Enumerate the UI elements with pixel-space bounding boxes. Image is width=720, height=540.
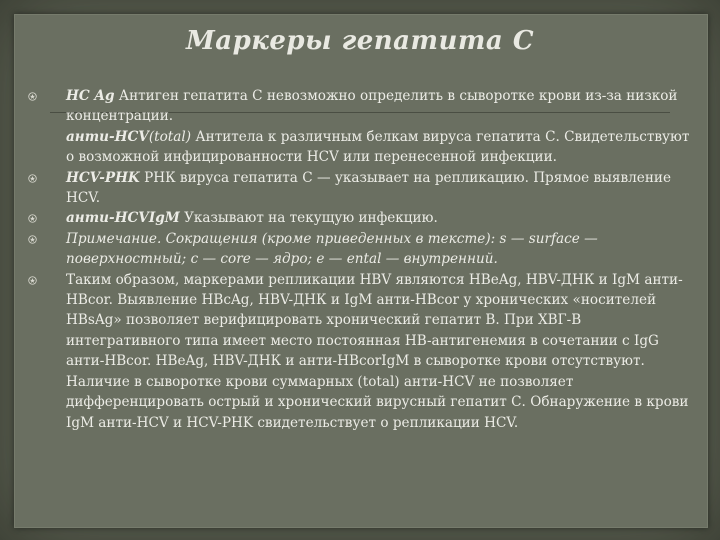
item-term: HC Ag: [66, 88, 115, 104]
circled-star-icon: [28, 92, 37, 101]
item-term: анти-HCVIgM: [66, 210, 180, 227]
item-term-suffix: (total): [148, 128, 192, 145]
item-term: анти-HCV: [66, 128, 149, 145]
circled-star-icon: [28, 276, 37, 285]
list-item: [28, 168, 692, 209]
note-text: Примечание. Сокращения (кроме приведенных в тексте): s — surface — поверхностный; с — core — ядро; е — ental — внутренний.: [66, 230, 598, 268]
circled-star-icon: [28, 214, 37, 223]
list-item-note: [28, 229, 692, 270]
circled-star-icon: [28, 174, 37, 183]
item-text: РНК вируса гепатита С — указывает на репликацию. Прямое выявление HCV.: [66, 169, 672, 207]
list-item: [28, 86, 692, 168]
slide-title: Маркеры гепатита С: [185, 26, 535, 56]
list-item: [28, 208, 692, 228]
item-text: Указывают на текущую инфекцию.: [179, 210, 438, 227]
item-text: Антиген гепатита С невозможно определить в сыворотке крови из-за низкой концентрации.: [66, 88, 678, 125]
item-text: Антитела к различным белкам вируса гепатита С. Свидетельствуют о возможной инфицированности HCV или перенесенной инфекции.: [66, 128, 690, 166]
item-text: Таким образом, маркерами репликации HBV являются HBeAg, HBV-ДНК и IgM анти-HBcor. Выявление HBcAg, HBV-ДНК и IgM анти-HBcor у хронических «носителей HBsAg» позволяет верифицировать хронический гепатит В. При ХВГ-В интегративного типа имеет место постоянная HB-антигенемия в сочетании с IgG анти-HBcor. HBeAg, HBV-ДНК и анти-HBcorIgM в сыворотке крови отсутствуют.: [66, 271, 683, 370]
item-text: Наличие в сыворотке крови суммарных (total) анти-HCV не позволяет дифференцировать острый и хронический вирусный гепатит С. Обнаружение в крови IgM анти-HCV и HCV-PHK свидетельствует о репликации HCV.: [66, 373, 689, 431]
item-term: HCV-PHK: [66, 169, 140, 186]
slide-body: [28, 86, 692, 433]
circled-star-icon: [28, 235, 37, 244]
list-item: [28, 270, 692, 433]
